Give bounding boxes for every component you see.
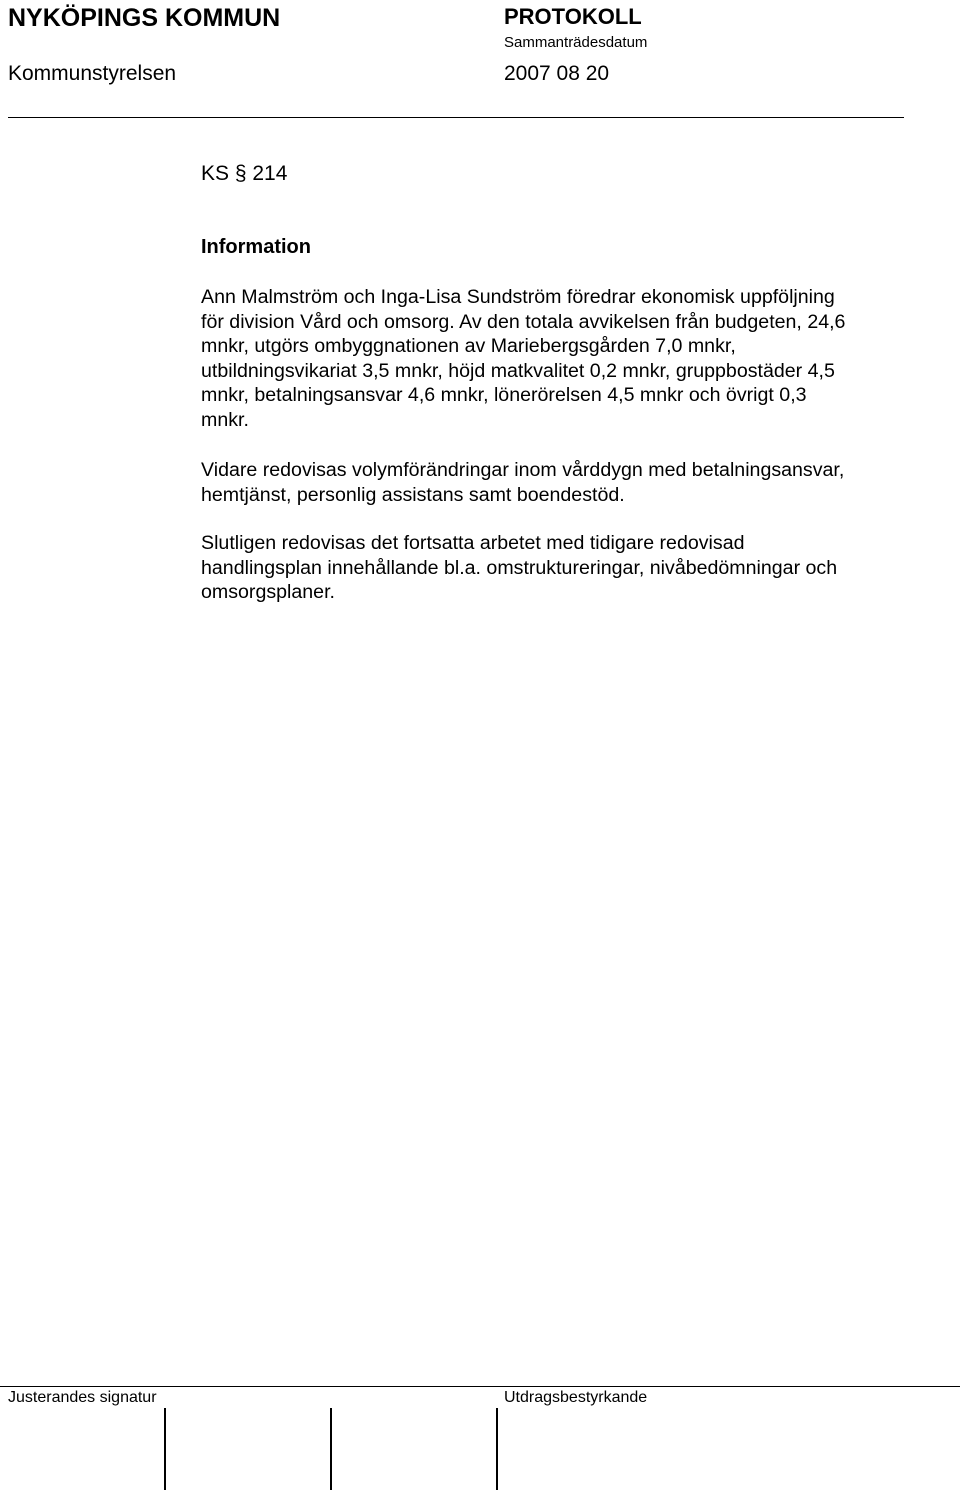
text-line: Slutligen redovisas det fortsatta arbetet med tidigare redovisad: [201, 532, 745, 554]
text-line: Ann Malmström och Inga-Lisa Sundström föredrar ekonomisk uppföljning: [201, 286, 835, 308]
footer-divider: [0, 1386, 960, 1387]
section-heading: Information: [201, 236, 311, 258]
meeting-date: 2007 08 20: [504, 62, 610, 85]
text-line: mnkr, utgörs ombyggnationen av Mariebergsgården 7,0 mnkr,: [201, 335, 736, 357]
adjuster-signature-label: Justerandes signatur: [8, 1389, 157, 1406]
text-line: hemtjänst, personlig assistans samt boendestöd.: [201, 483, 625, 506]
meeting-date-label: Sammanträdesdatum: [504, 34, 648, 51]
paragraph-volume-changes: [201, 458, 921, 507]
text-line: för division Vård och omsorg. Av den totala avvikelsen från budgeten, 24,6: [201, 310, 846, 333]
organization-name: NYKÖPINGS KOMMUN: [8, 4, 281, 32]
header-divider: [8, 117, 904, 118]
paragraph-action-plan: [201, 531, 921, 605]
text-line: mnkr, betalningsansvar 4,6 mnkr, lönerörelsen 4,5 mnkr och övrigt 0,3: [201, 384, 807, 406]
section-number: KS § 214: [201, 162, 288, 185]
committee-name: Kommunstyrelsen: [8, 62, 177, 85]
text-line: omsorgsplaner.: [201, 581, 335, 603]
text-line: handlingsplan innehållande bl.a. omstruktureringar, nivåbedömningar och: [201, 556, 838, 579]
document-type: PROTOKOLL: [504, 4, 642, 29]
signature-box-divider: [330, 1408, 332, 1490]
text-line: utbildningsvikariat 3,5 mnkr, höjd matkvalitet 0,2 mnkr, gruppbostäder 4,5: [201, 359, 835, 382]
text-line: mnkr.: [201, 408, 249, 431]
signature-box-divider: [164, 1408, 166, 1490]
text-line: Vidare redovisas volymförändringar inom vårddygn med betalningsansvar,: [201, 459, 845, 481]
paragraph-economic-followup: [201, 285, 921, 432]
signature-box-divider: [496, 1408, 498, 1490]
extract-certification-label: Utdragsbestyrkande: [504, 1389, 648, 1406]
